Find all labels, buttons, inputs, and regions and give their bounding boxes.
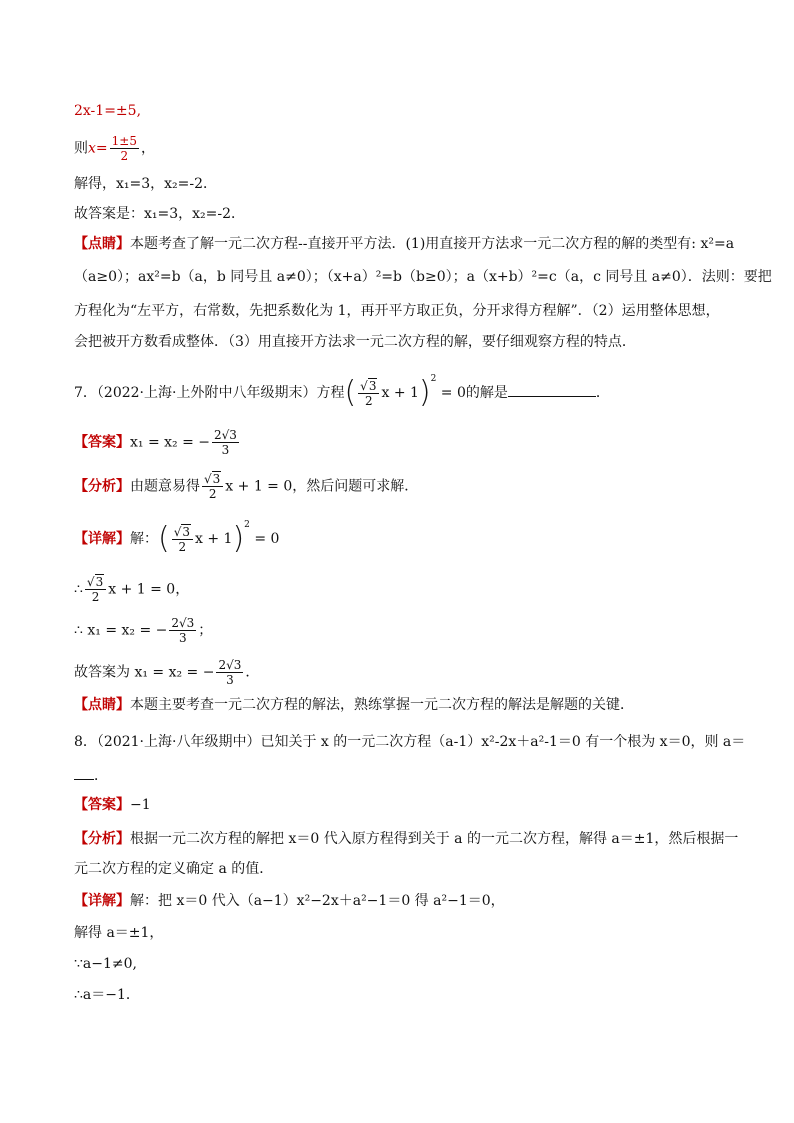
analysis-tag: 【分析】 (74, 478, 130, 495)
step-line (74, 102, 141, 120)
analysis-text: 由题意易得 (130, 478, 200, 495)
variable-x: x (88, 140, 96, 157)
fraction-numerator: 2√3 (171, 616, 195, 630)
comment-text: 本题主要考查一元二次方程的解法，熟练掌握一元二次方程的解法是解题的关键． (130, 697, 634, 713)
answer-fraction (216, 658, 243, 687)
sqrt-fraction (85, 575, 106, 604)
fraction-numerator: 2√3 (214, 428, 237, 442)
step-line (74, 205, 245, 223)
analysis-text: ，然后问题可求解． (292, 478, 419, 495)
analysis-line (74, 860, 273, 878)
step-text: ∴ x₁ = x₂ = − (74, 622, 168, 639)
step-line (74, 175, 217, 193)
denominator: 2 (172, 539, 193, 554)
question-number: 8． (74, 734, 97, 750)
detail-line (74, 520, 280, 556)
denominator: 2 (85, 589, 106, 604)
step-prefix: 则 (74, 140, 88, 157)
step-line (74, 955, 137, 973)
question-text: 已知关于 x 的一元二次方程（a-1）x²-2x＋a²-1＝0 有一个根为 x＝0，则 a＝ (260, 734, 746, 750)
fraction-denominator: 3 (212, 442, 239, 457)
comment-text: 方程化为“左平方，右常数，先把系数化为 1，再开平方取正负，分开求得方程解”．（2）运用整体思想， (74, 303, 720, 319)
left-paren: ( (344, 375, 357, 410)
step-line (74, 616, 212, 645)
fraction-numerator: 1±5 (111, 134, 137, 148)
question-end: ． (595, 385, 610, 401)
question-source: （2022·上海·上外附中八年级期末） (96, 385, 317, 401)
comment-text: （a≥0）；ax²=b（a，b 同号且 a≠0）；（x+a）²=b（b≥0）；a（x+b）²=c（a，c 同号且 a≠0）．法则：要把 (74, 269, 772, 285)
detail-tag: 【详解】 (74, 531, 130, 547)
comment-line (74, 333, 636, 351)
answer-tag: 【答案】 (74, 797, 130, 813)
step-line (74, 575, 189, 604)
final-text: 故答案为 x₁ = x₂ = − (74, 664, 215, 681)
question-8-cont (74, 765, 108, 785)
analysis-term: x + 1 = 0 (225, 478, 293, 495)
comment-tag: 【点睛】 (74, 697, 130, 713)
left-paren: ( (158, 521, 170, 556)
answer-fraction (169, 616, 196, 645)
comment-text: 本题考查了解一元二次方程--直接开平方法．(1)用直接开方法求一元二次方程的解的类型有: x²=a (130, 236, 735, 252)
fraction-denominator: 3 (169, 630, 196, 645)
answer-fraction (212, 428, 239, 457)
comment-line (74, 235, 734, 253)
question-7 (74, 374, 610, 410)
denominator: 2 (358, 393, 379, 408)
step-text: ∴a＝−1． (74, 987, 140, 1003)
step-text: x + 1 = 0， (108, 581, 190, 598)
question-number: 7． (74, 385, 97, 401)
equation-rhs: = 0 (249, 531, 280, 547)
answer-blank[interactable] (508, 382, 596, 397)
step-text: 解得 a＝±1， (74, 925, 164, 941)
final-answer-line (74, 658, 259, 687)
fraction-numerator: 2√3 (218, 658, 242, 672)
question-prefix: 方程 (316, 385, 345, 401)
question-source: （2021·上海·八年级期中） (96, 734, 261, 750)
numerator: √3 (360, 378, 377, 393)
exponent: 2 (244, 520, 250, 531)
detail-text: 解： (130, 531, 158, 547)
comment-line (74, 268, 772, 286)
denominator: 2 (202, 486, 223, 501)
question-end: ． (94, 768, 108, 784)
equation-rhs: = 0 (436, 385, 466, 401)
question-suffix: 的解是 (465, 385, 508, 401)
step-text: 解得，x₁=3，x₂=-2． (74, 176, 218, 192)
detail-text: 解：把 x＝0 代入（a−1）x²−2x＋a²−1＝0 得 a²−1＝0， (130, 893, 505, 909)
right-paren: ) (232, 521, 245, 556)
sqrt-fraction (358, 379, 379, 408)
analysis-line (74, 830, 738, 848)
comment-tag: 【点睛】 (74, 236, 130, 252)
question-8 (74, 733, 745, 751)
fraction-denominator: 2 (110, 148, 139, 163)
answer-tag: 【答案】 (74, 434, 130, 451)
equation-text: 2x-1=±5, (74, 103, 142, 119)
analysis-text: 根据一元二次方程的解把 x＝0 代入原方程得到关于 a 的一元二次方程，解得 a＝±1，然后根据一 (130, 831, 739, 847)
analysis-line (74, 472, 418, 501)
sqrt-fraction (172, 525, 193, 554)
step-text: 故答案是：x₁=3，x₂=-2． (74, 206, 246, 222)
answer-line (74, 796, 151, 814)
equation-term: x + 1 (381, 385, 419, 401)
answer-line (74, 428, 241, 457)
step-line (74, 986, 140, 1004)
step-end: ； (198, 622, 213, 639)
comment-line (74, 696, 634, 714)
step-line (74, 134, 155, 163)
answer-blank[interactable] (74, 765, 94, 780)
numerator: √3 (204, 472, 221, 486)
fraction-denominator: 3 (216, 672, 243, 687)
step-suffix: ， (140, 140, 155, 157)
step-prefix: ∴ (74, 581, 83, 598)
fraction (110, 134, 139, 163)
detail-line (74, 892, 505, 910)
answer-text: x₁ = x₂ = − (130, 434, 211, 451)
exponent: 2 (430, 374, 437, 385)
comment-line (74, 302, 720, 320)
step-text: ∵a−1≠0, (74, 956, 137, 972)
sqrt-fraction (202, 472, 223, 501)
detail-tag: 【详解】 (74, 893, 130, 909)
final-end: ． (245, 664, 260, 681)
analysis-text: 元二次方程的定义确定 a 的值． (74, 861, 274, 877)
comment-text: 会把被开方数看成整体．（3）用直接开方法求一元二次方程的解，要仔细观察方程的特点． (74, 334, 636, 350)
analysis-tag: 【分析】 (74, 831, 130, 847)
step-line (74, 924, 163, 942)
answer-text: −1 (130, 797, 151, 813)
right-paren: ) (418, 375, 431, 410)
equation-term: x + 1 (195, 531, 233, 547)
equals-sign: = (95, 140, 108, 157)
numerator: √3 (86, 575, 104, 589)
numerator: √3 (173, 524, 191, 539)
